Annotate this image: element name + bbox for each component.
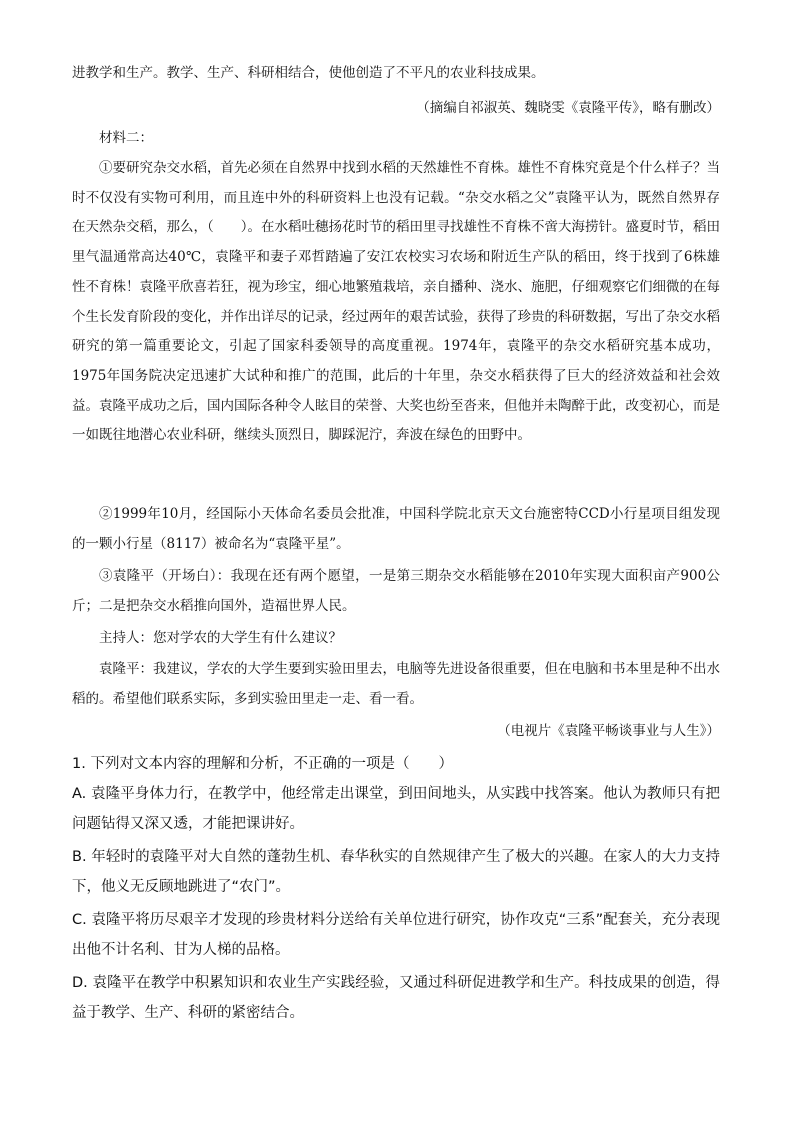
material1-source: （摘编自祁淑英、魏晓雯《袁隆平传》，略有删改） [416, 100, 720, 116]
option-c: C. 袁隆平将历尽艰辛才发现的珍贵材料分送给有关单位进行研究，协作攻克“三系”配套关，充分表现出他不计名利、甘为人梯的品格。 [72, 912, 720, 958]
yuan-answer: 袁隆平：我建议，学农的大学生要到实验田里去，电脑等先进设备很重要，但在电脑和书本里是种不出水稻的。希望他们联系实际，多到实验田里走一走、看一看。 [72, 661, 720, 707]
material2-source: （电视片《袁隆平畅谈事业与人生》） [497, 723, 720, 739]
material2-paragraph-2: ②1999年10月，经国际小天体命名委员会批准，中国科学院北京天文台施密特CCD小行星项目组发现的一颗小行星（8117）被命名为“袁隆平星”。 [72, 506, 720, 552]
material2-paragraph-1: ①要研究杂交水稻，首先必须在自然界中找到水稻的天然雄性不育株。雄性不育株究竟是个什么样子？当时不仅没有实物可利用，而且连中外的科研资料上也没有记载。“杂交水稻之父”袁隆平认为，既然自然界存在天然杂交稻，那么，（ ）。在水稻吐穗扬花时节的稻田里寻找雄性不育株不啻大海捞针。盛夏时节，稻田里气温通常高达40℃，袁隆平和妻子邓哲踏遍了安江农校实习农场和附近生产队的稻田，终于找到了6株雄性不育株！袁隆平欣喜若狂，视为珍宝，细心地繁殖栽培，亲自播种、浇水、施肥，仔细观察它们细微的在每个生长发育阶段的变化，并作出详尽的记录，经过两年的艰苦试验，获得了珍贵的科研数据，写出了杂交水稻研究的第一篇重要论文，引起了国家科委领导的高度重视。1974年，袁隆平的杂交水稻研究基本成功，1975年国务院决定迅速扩大试种和推广的范围，此后的十年里，杂交水稻获得了巨大的经济效益和社会效益。袁隆平成功之后，国内国际各种令人眩目的荣誉、大奖也纷至沓来，但他并未陶醉于此，改变初心，而是一如既往地潜心农业科研，继续头顶烈日，脚踩泥泞，奔波在绿色的田野中。 [72, 160, 720, 444]
material1-tail: 进教学和生产。教学、生产、科研相结合，使他创造了不平凡的农业科技成果。 [72, 65, 545, 81]
material2-paragraph-3: ③袁隆平（开场白）：我现在还有两个愿望，一是第三期杂交水稻能够在2010年实现大面积亩产900公斤；二是把杂交水稻推向国外，造福世界人民。 [72, 568, 720, 614]
question-stem: 1. 下列对文本内容的理解和分析，不正确的一项是（ ） [72, 756, 453, 772]
material2-label: 材料二： [99, 130, 153, 146]
option-d: D. 袁隆平在教学中积累知识和农业生产实践经验，又通过科研促进教学和生产。科技成果的创造，得益于教学、生产、科研的紧密结合。 [72, 975, 720, 1021]
option-a: A. 袁隆平身体力行，在教学中，他经常走出课堂，到田间地头，从实践中找答案。他认为教师只有把问题钻得又深又透，才能把课讲好。 [72, 786, 720, 832]
host-question: 主持人：您对学农的大学生有什么建议？ [99, 630, 342, 646]
option-b: B. 年轻时的袁隆平对大自然的蓬勃生机、春华秋实的自然规律产生了极大的兴趣。在家人的大力支持下，他义无反顾地跳进了“农门”。 [72, 849, 720, 895]
